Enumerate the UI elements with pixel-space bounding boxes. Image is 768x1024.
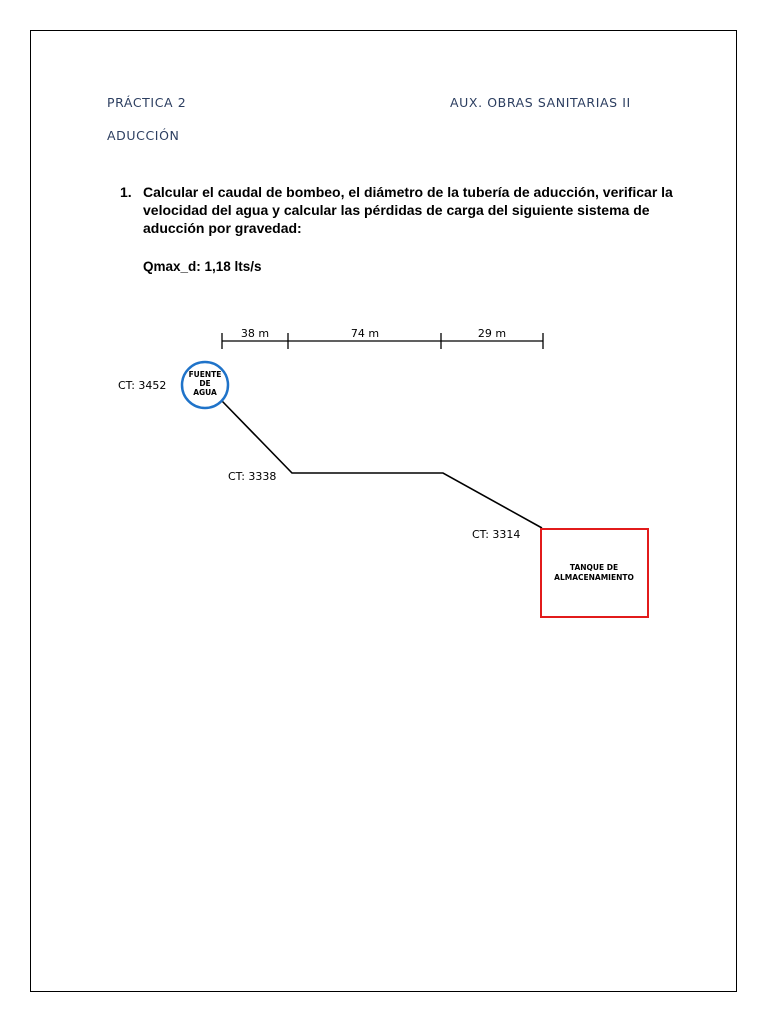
tank-label-line1: TANQUE DE — [569, 563, 619, 572]
source-label-line1: FUENTE — [188, 370, 222, 379]
distance-label-2: 74 m — [350, 327, 380, 340]
tank-label-line2: ALMACENAMIENTO — [554, 573, 634, 582]
distance-label-1: 38 m — [240, 327, 270, 340]
source-elevation: CT: 3452 — [118, 379, 167, 392]
source-label-line2: DE — [199, 379, 211, 388]
pipeline-profile — [222, 401, 542, 528]
topic-label: ADUCCIÓN — [107, 128, 180, 143]
qmax-value: Qmax_d: 1,18 lts/s — [143, 259, 262, 274]
source-label-line3: AGUA — [193, 388, 217, 397]
practice-label: PRÁCTICA 2 — [107, 95, 187, 110]
problem-text: Calcular el caudal de bombeo, el diámetro de la tubería de aducción, verificar la velocidad del agua y calcular las pérdidas de carga del siguiente sistema de aducción por gravedad: — [143, 184, 673, 236]
course-label: AUX. OBRAS SANITARIAS II — [450, 95, 631, 110]
point3-elevation: CT: 3314 — [472, 528, 521, 541]
distance-label-3: 29 m — [477, 327, 507, 340]
point2-elevation: CT: 3338 — [228, 470, 277, 483]
problem-number: 1. — [120, 184, 132, 200]
